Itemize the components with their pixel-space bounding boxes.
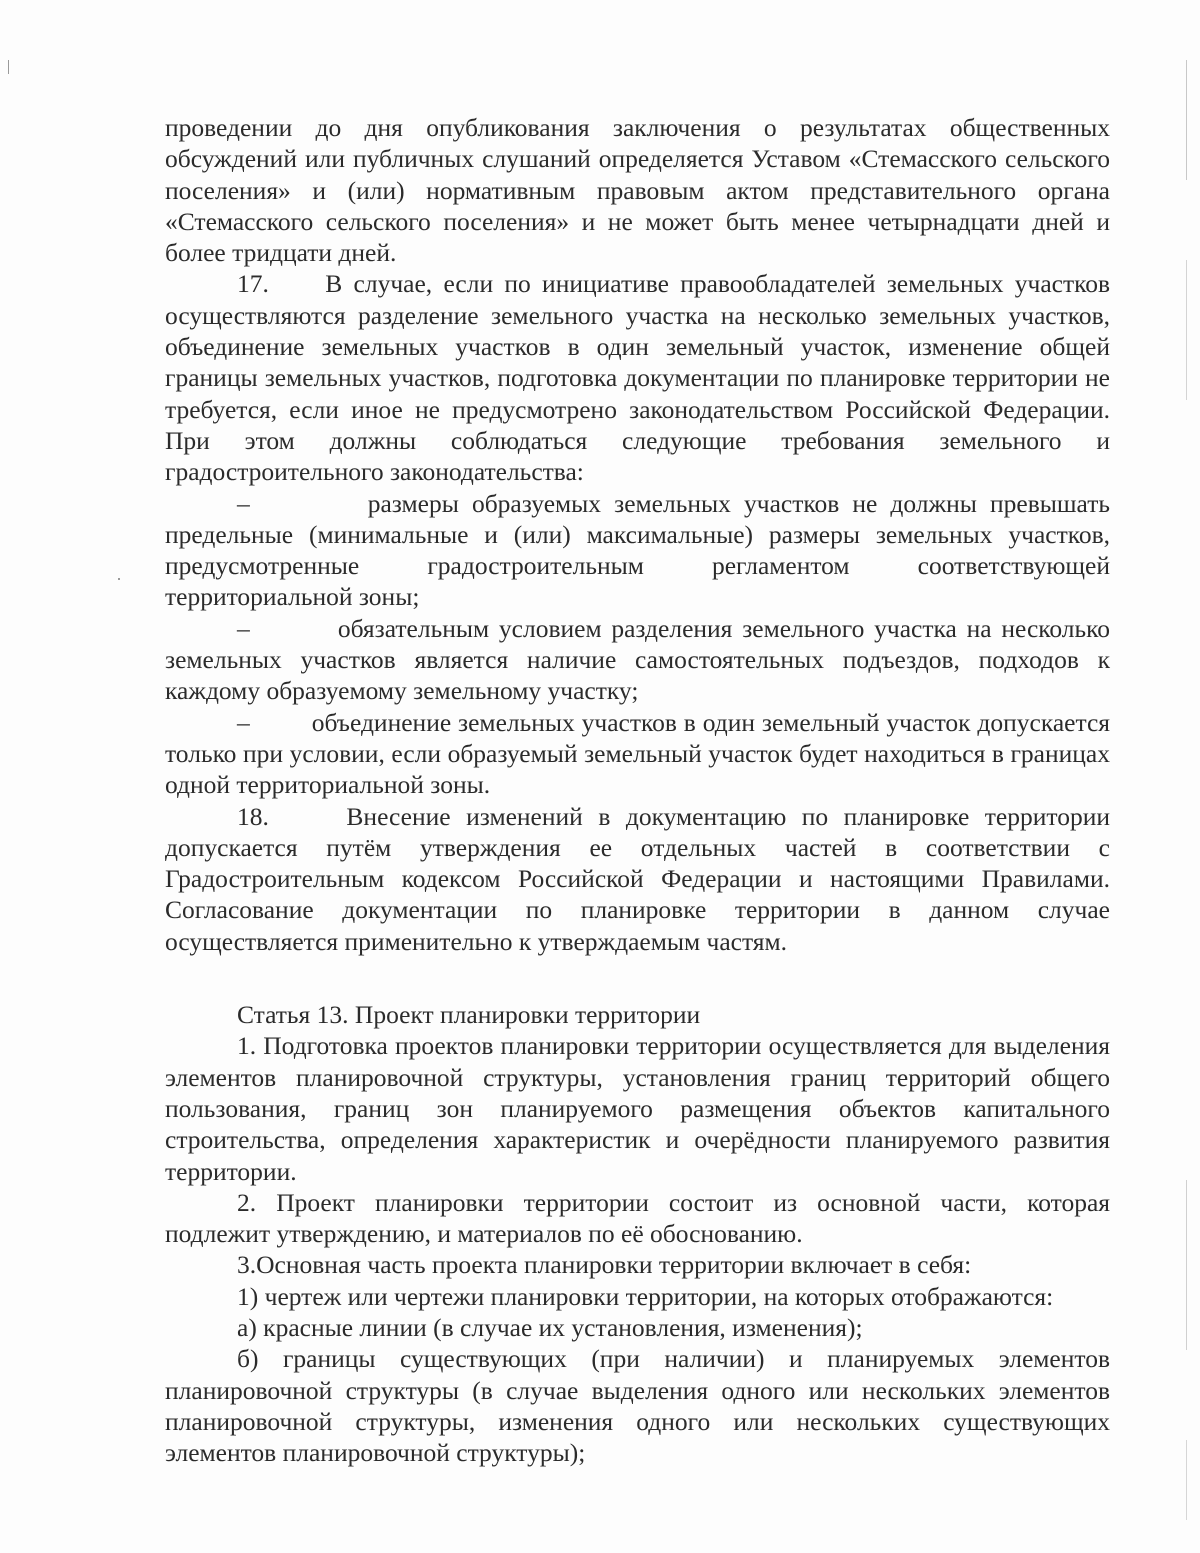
scan-artifact	[1186, 1440, 1187, 1520]
requirement-size-limits: – размеры образуемых земельных участков не должны превышать предельные (минимальные и (или) максимальные) размеры земельных участков, предусмотренные градостроительным регламентом соответствующей территориальной зоны;	[165, 488, 1117, 612]
paragraph-item-17: 17. В случае, если по инициативе правообладателей земельных участков осуществляются разделение земельного участка на несколько земельных участков, объединение земельных участков в один земельный участок, изменение общей границы земельных участков, подготовка документации по планировке территории не требуется, если иное не предусмотрено законодательством Российской Федерации. При этом должны соблюдаться следующие требования земельного и градостроительного законодательства:	[165, 269, 1117, 487]
paragraph-item-18: 18. Внесение изменений в документацию по планировке территории допускается путём утверждения ее отдельных частей в соответствии с Градостроительным кодексом Российской Федерации и настоящими Правилами. Согласование документации по планировке территории в данном случае осуществляется применительно к утверждаемым частям.	[165, 801, 1117, 956]
requirement-access-roads: – обязательным условием разделения земельного участка на несколько земельных участков является наличие самостоятельных подъездов, подходов к каждому образуемому земельному участку;	[165, 613, 1117, 706]
scan-artifact	[1186, 60, 1187, 180]
article-subitem-a: а) красные линии (в случае их установления, изменения);	[237, 1312, 863, 1342]
paragraph-continuation: проведении до дня опубликования заключения о результатах общественных обсуждений или публичных слушаний определяется Уставом «Стемасского сельского поселения» и (или) нормативным правовым актом представительного органа «Стемасского сельского поселения» и не может быть менее четырнадцати дней и более тридцати дней.	[165, 113, 1110, 268]
article-heading: Статья 13. Проект планировки территории	[237, 1000, 701, 1030]
article-item-1: 1. Подготовка проектов планировки территории осуществляется для выделения элементов планировочной структуры, установления границ территорий общего пользования, границ зон планируемого размещения объектов капитального строительства, определения характеристик и очерёдности планируемого развития территории.	[165, 1031, 1110, 1186]
scan-artifact	[1186, 1180, 1187, 1350]
article-item-2: 2. Проект планировки территории состоит из основной части, которая подлежит утверждению, и материалов по её обоснованию.	[165, 1187, 1110, 1249]
article-subitem-b: б) границы существующих (при наличии) и планируемых элементов планировочной структуры (в случае выделения одного или нескольких элементов планировочной структуры, изменения одного или нескольких существующих элементов планировочной структуры);	[165, 1344, 1110, 1468]
article-item-3: 3.Основная часть проекта планировки территории включает в себя:	[237, 1250, 972, 1280]
section-spacer	[165, 957, 1110, 999]
article-subitem-1: 1) чертеж или чертежи планировки территории, на которых отображаются:	[237, 1281, 1054, 1311]
scan-artifact	[118, 578, 120, 580]
scan-artifact	[8, 60, 9, 74]
scan-artifact	[1186, 260, 1187, 400]
requirement-single-zone: – объединение земельных участков в один земельный участок допускается только при условии, если образуемый земельный участок будет находиться в границах одной территориальной зоны.	[165, 707, 1117, 800]
document-body	[165, 112, 1117, 1468]
